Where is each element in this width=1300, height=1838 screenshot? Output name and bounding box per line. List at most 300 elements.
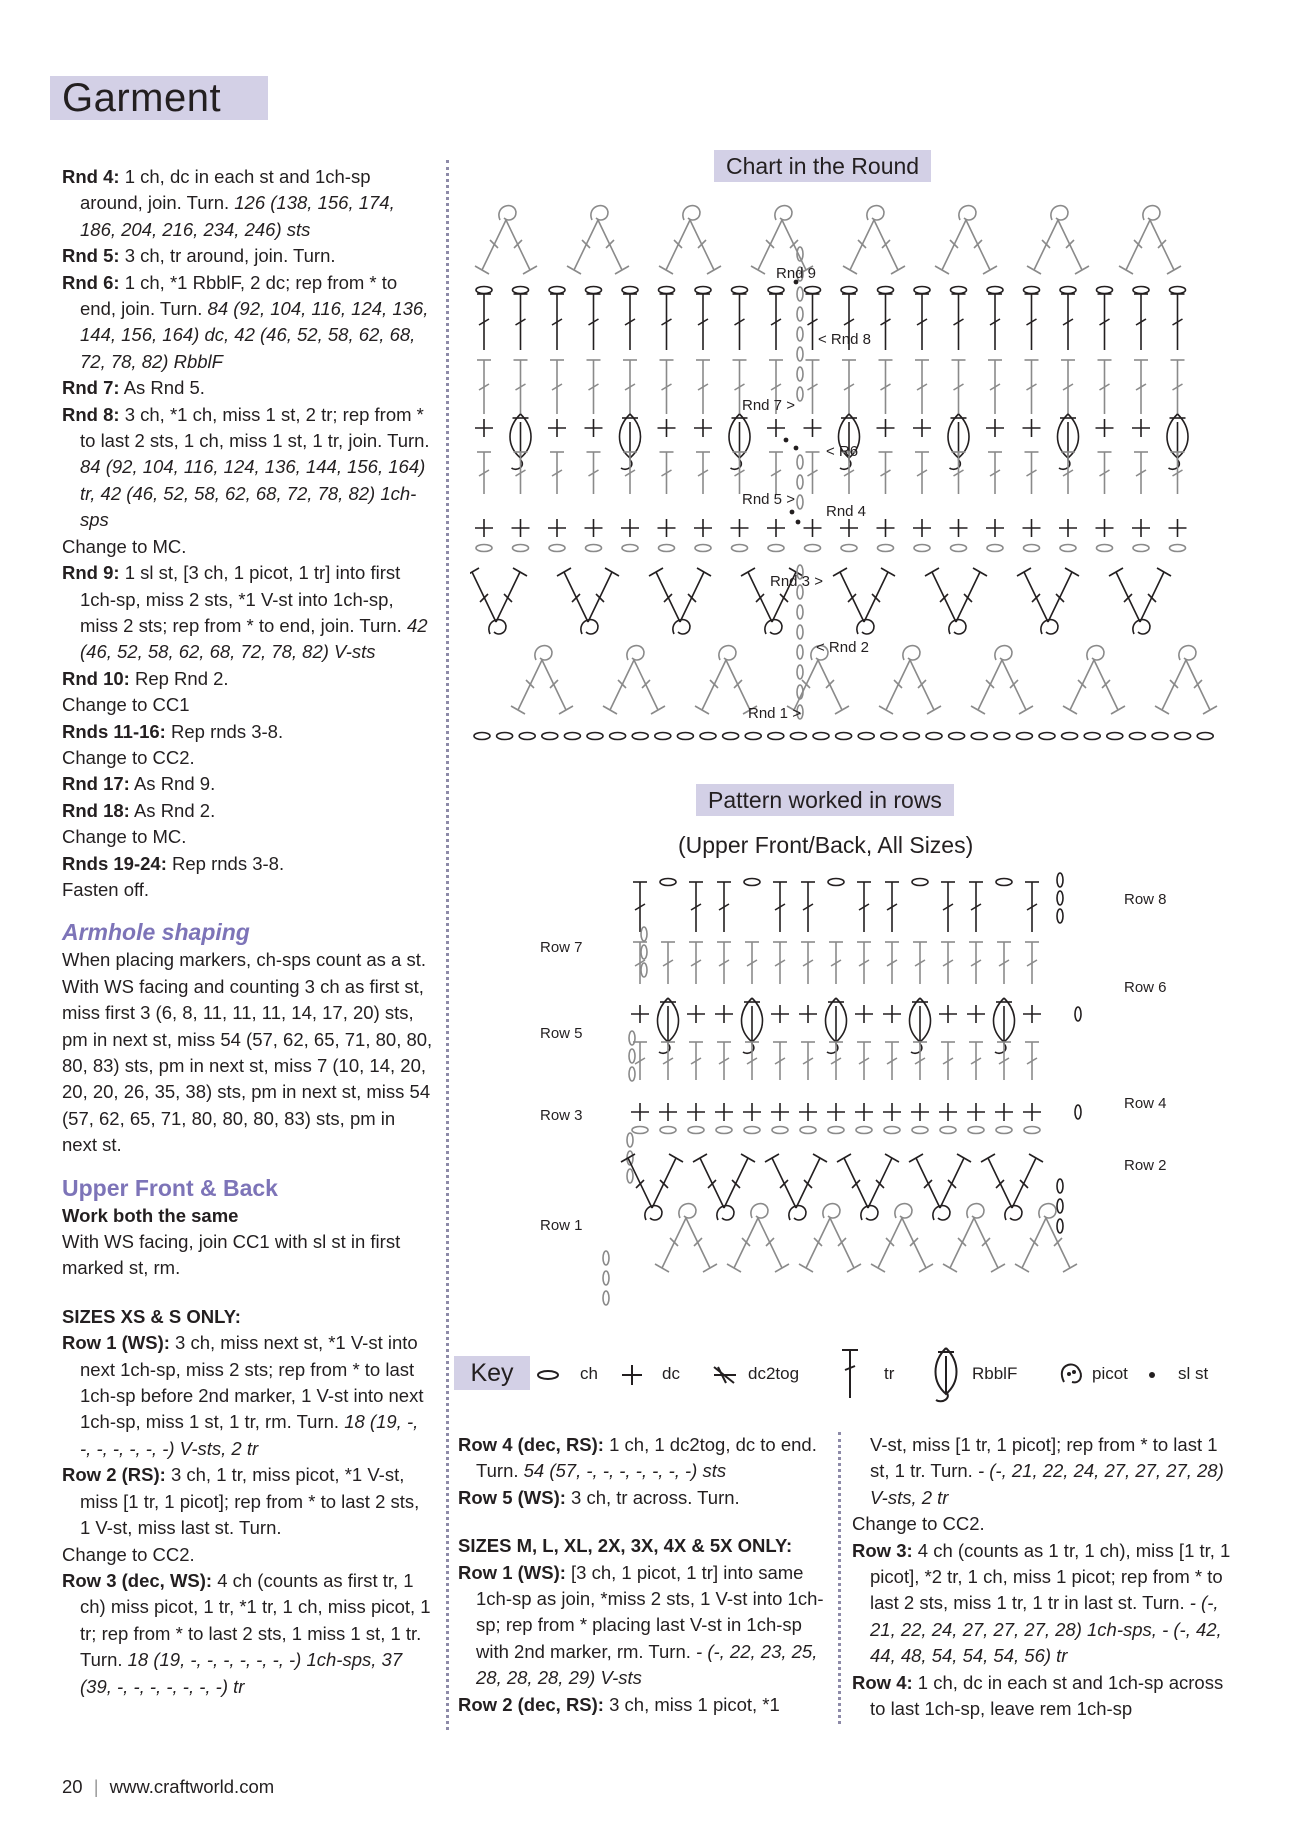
tr-stitch — [915, 452, 929, 494]
right-cont-count: - (-, 21, 22, 24, 27, 27, 27, 28) V-sts, 2 tr — [870, 1460, 1224, 1508]
row3-para — [62, 1568, 434, 1700]
rnds11-text: Rep rnds 3-8. — [171, 720, 284, 742]
dc-stitch — [743, 1103, 761, 1121]
chain-stitch — [659, 545, 675, 552]
v-stitch — [649, 568, 711, 634]
round-chart — [470, 192, 1230, 752]
with-ws-text: With WS facing, join CC1 with sl st in first marked st, rm. — [62, 1231, 401, 1279]
right-row4-label: Row 4: — [852, 1671, 913, 1693]
dc2tog-symbol-icon — [714, 1367, 736, 1383]
tr-stitch — [879, 452, 893, 494]
chain-stitch — [1129, 733, 1145, 740]
tr-stitch — [806, 360, 820, 414]
chain-stitch — [476, 545, 492, 552]
dc-stitch — [1132, 419, 1150, 437]
dc-stitch — [911, 1103, 929, 1121]
chain-stitch — [805, 287, 821, 294]
v-stitch — [833, 568, 895, 634]
round-label: < Rnd 8 — [818, 331, 871, 348]
tr-stitch — [773, 1042, 787, 1080]
chain-stitch — [768, 287, 784, 294]
tr-stitch — [801, 942, 815, 984]
tr-stitch — [997, 1042, 1011, 1080]
chain-stitch — [797, 605, 803, 619]
tr-stitch — [550, 360, 564, 414]
chain-stitch — [813, 733, 829, 740]
dc-stitch — [967, 1005, 985, 1023]
tr-stitch — [969, 1042, 983, 1080]
tr-stitch — [696, 360, 710, 414]
key-dc2tog: dc2tog — [748, 1364, 800, 1383]
dc-stitch — [913, 419, 931, 437]
round-label: < Rnd 2 — [816, 639, 869, 656]
chain-stitch — [1060, 545, 1076, 552]
dc-stitch — [1023, 419, 1041, 437]
v-stitch — [943, 1204, 1005, 1272]
tr-stitch — [829, 942, 843, 984]
rnd4-para — [62, 164, 434, 243]
tr-stitch — [587, 360, 601, 414]
chain-stitch — [800, 1127, 816, 1134]
tr-stitch — [514, 452, 528, 494]
v-stitch — [1119, 206, 1181, 274]
v-stitch — [971, 646, 1033, 714]
v-stitch — [981, 1154, 1043, 1220]
tr-stitch — [661, 1042, 675, 1080]
tr-stitch — [633, 882, 647, 932]
sl-st-dot — [790, 510, 795, 515]
rnd6-text: 1 ch, *1 RbblF, 2 dc; rep from * to end, join. Turn. — [80, 271, 398, 320]
tr-stitch — [913, 942, 927, 984]
dc-stitch — [877, 519, 895, 537]
page-title: Garment — [50, 76, 268, 120]
dc-stitch — [986, 419, 1004, 437]
chain-stitch — [858, 733, 874, 740]
tr-stitch — [1134, 360, 1148, 414]
chain-stitch — [797, 645, 803, 659]
rnd17-text: As Rnd 9. — [133, 773, 216, 795]
row-label: Row 4 — [1124, 1095, 1167, 1112]
rnds19-text: Rep rnds 3-8. — [172, 852, 285, 874]
chain-stitch — [1133, 545, 1149, 552]
tr-stitch — [689, 1042, 703, 1080]
tr-stitch — [587, 294, 601, 350]
chain-stitch — [1075, 1007, 1081, 1021]
row1-text: 3 ch, miss next st, *1 V-st into next 1ch-sp, miss 2 sts; rep from * to last 1ch-sp before 2nd marker, 1 V-st into next 1ch-sp, miss 1 st, 1 tr, rm. Turn. — [80, 1332, 424, 1433]
right-row4-text: 1 ch, dc in each st and 1ch-sp across to last 1ch-sp, leave rem 1ch-sp — [870, 1671, 1224, 1720]
chain-stitch — [878, 287, 894, 294]
tr-stitch — [969, 942, 983, 984]
chain-stitch — [926, 733, 942, 740]
chain-stitch — [641, 945, 647, 959]
dc-stitch — [548, 419, 566, 437]
tr-stitch — [1025, 294, 1039, 350]
dc-stitch — [687, 1103, 705, 1121]
tr-stitch — [689, 942, 703, 984]
rnd9-para — [62, 560, 434, 666]
mid-row1-label: Row 1 (WS): — [458, 1561, 566, 1583]
tr-stitch — [1025, 942, 1039, 984]
row3-text: 4 ch (counts as first tr, 1 ch) miss picot, 1 tr, *1 tr, 1 ch, miss picot, 1 tr; rep from * to last 2 sts, 1 miss 1 st, 1 tr. Turn. — [80, 1569, 431, 1671]
armhole-heading: Armhole shaping — [62, 919, 250, 946]
chain-stitch — [700, 733, 716, 740]
right-change-cc2: Change to CC2. — [852, 1513, 985, 1535]
chain-stitch — [768, 733, 784, 740]
sizes-m-heading: SIZES M, L, XL, 2X, 3X, 4X & 5X ONLY: — [458, 1535, 793, 1557]
chain-stitch — [586, 545, 602, 552]
key-slst: sl st — [1178, 1364, 1209, 1383]
dc-stitch — [715, 1005, 733, 1023]
tr-stitch — [1134, 452, 1148, 494]
mid-row2-label: Row 2 (dec, RS): — [458, 1693, 604, 1715]
v-stitch — [843, 206, 905, 274]
v-stitch — [1027, 206, 1089, 274]
chain-stitch — [603, 1291, 609, 1305]
chain-stitch — [1024, 1127, 1040, 1134]
upper-heading: Upper Front & Back — [62, 1174, 278, 1201]
chain-stitch — [610, 733, 626, 740]
tr-stitch — [696, 452, 710, 494]
dc-stitch — [631, 1103, 649, 1121]
rnd17-para — [62, 771, 434, 797]
tr-stitch — [1098, 294, 1112, 350]
chain-stitch — [632, 1127, 648, 1134]
work-both: Work both the same — [62, 1204, 239, 1226]
chain-stitch — [745, 733, 761, 740]
chain-stitch — [660, 879, 676, 886]
v-stitch — [470, 568, 527, 634]
chain-stitch — [627, 1169, 633, 1183]
dc-stitch — [731, 519, 749, 537]
chain-stitch — [1170, 545, 1186, 552]
tr-stitch — [857, 882, 871, 932]
chain-stitch — [1097, 287, 1113, 294]
chain-stitch — [790, 733, 806, 740]
chain-stitch — [797, 287, 803, 301]
tr-stitch — [1025, 1042, 1039, 1080]
chain-stitch — [549, 287, 565, 294]
chain-stitch — [513, 287, 529, 294]
row2-text: 3 ch, 1 tr, miss picot, *1 V-st, miss [1 tr, 1 picot]; rep from * to last 2 sts, 1 V-st, miss last st. Turn. — [80, 1464, 420, 1539]
tr-stitch — [733, 294, 747, 350]
tr-stitch — [1134, 294, 1148, 350]
mid-row4-count: 54 (57, -, -, -, -, -, -, -) sts — [523, 1460, 727, 1482]
footer-url[interactable]: www.craftworld.com — [109, 1776, 275, 1797]
tr-stitch — [952, 294, 966, 350]
chain-stitch — [1039, 733, 1055, 740]
dc-stitch — [1096, 519, 1114, 537]
chain-stitch — [476, 287, 492, 294]
chain-stitch — [797, 327, 803, 341]
tr-stitch — [885, 882, 899, 932]
tr-stitch — [1061, 452, 1075, 494]
v-stitch — [935, 206, 997, 274]
dc-stitch — [1023, 1103, 1041, 1121]
dc-stitch — [771, 1103, 789, 1121]
chain-stitch — [1175, 733, 1191, 740]
dc-stitch — [512, 519, 530, 537]
round-label: Rnd 7 > — [742, 397, 795, 414]
rnd8-count: 84 (92, 104, 116, 124, 136, 144, 156, 164) tr, 42 (46, 52, 58, 62, 68, 72, 78, 82) 1ch-sps — [80, 456, 426, 531]
chain-stitch — [629, 1031, 635, 1045]
tr-stitch — [477, 294, 491, 350]
key-dc: dc — [662, 1364, 680, 1383]
chain-stitch — [968, 1127, 984, 1134]
right-row3-count: - (-, 21, 22, 24, 27, 27, 27, 28) 1ch-sps, - (-, 42, 44, 48, 54, 54, 54, 56) tr — [870, 1592, 1222, 1667]
chain-stitch — [641, 963, 647, 977]
mid-row4-para — [458, 1432, 830, 1485]
v-stitch — [659, 206, 721, 274]
tr-stitch — [885, 1042, 899, 1080]
rnd9-text: 1 sl st, [3 ch, 1 picot, 1 tr] into first 1ch-sp, miss 2 sts, *1 V-st into 1ch-sp, miss 2 sts; rep from * to end, join. Turn. — [80, 562, 402, 636]
tr-stitch — [879, 294, 893, 350]
tr-stitch — [842, 360, 856, 414]
tr-stitch — [1025, 882, 1039, 932]
rnd8-para — [62, 402, 434, 534]
rnd7-para — [62, 375, 434, 401]
row2-para — [62, 1462, 434, 1541]
rnd8-text: 3 ch, *1 ch, miss 1 st, 2 tr; rep from * to last 2 sts, 1 ch, miss 1 st, 1 tr, join. Turn. — [80, 403, 430, 452]
key-tr: tr — [884, 1364, 895, 1383]
round-label: Rnd 4 — [826, 503, 867, 520]
v-stitch — [655, 1204, 717, 1272]
chain-stitch — [1057, 1219, 1063, 1233]
chain-stitch — [912, 879, 928, 886]
v-stitch — [695, 646, 757, 714]
sl-st-dot — [784, 438, 789, 443]
tr-stitch — [1171, 294, 1185, 350]
tr-stitch — [941, 1042, 955, 1080]
dc-stitch — [658, 519, 676, 537]
chain-stitch — [856, 1127, 872, 1134]
rnd7-label: Rnd 7: — [62, 377, 120, 399]
tr-stitch — [745, 1042, 759, 1080]
tr-stitch — [773, 882, 787, 932]
chain-stitch — [914, 545, 930, 552]
rnd4-label: Rnd 4: — [62, 166, 120, 187]
row-label: Row 7 — [540, 939, 583, 956]
tr-stitch — [660, 360, 674, 414]
dc-stitch — [694, 519, 712, 537]
tr-stitch — [885, 942, 899, 984]
chain-stitch — [797, 475, 803, 489]
chain-stitch — [1057, 873, 1063, 887]
page-number: 20 — [62, 1776, 83, 1797]
footer: 20 | www.craftworld.com — [62, 1776, 275, 1797]
dc-stitch — [548, 519, 566, 537]
sizes-xs-heading: SIZES XS & S ONLY: — [62, 1305, 241, 1327]
row1-para — [62, 1330, 434, 1462]
rnd18-para — [62, 798, 434, 824]
key-ch: ch — [580, 1364, 598, 1383]
v-stitch — [751, 206, 813, 274]
dc-stitch — [1096, 419, 1114, 437]
chain-stitch — [688, 1127, 704, 1134]
tr-stitch — [773, 942, 787, 984]
chain-stitch — [695, 545, 711, 552]
chain-stitch — [1170, 287, 1186, 294]
rnd10-para — [62, 666, 434, 692]
change-cc2-b: Change to CC2. — [62, 1543, 195, 1565]
chain-stitch — [797, 625, 803, 639]
v-stitch — [557, 568, 619, 634]
dc-stitch — [827, 1103, 845, 1121]
round-label: Rnd 3 > — [770, 573, 823, 590]
tr-stitch — [660, 294, 674, 350]
chain-stitch — [951, 545, 967, 552]
chain-stitch — [940, 1127, 956, 1134]
v-stitch — [727, 1204, 789, 1272]
rnd4-count: 126 (138, 156, 174, 186, 204, 216, 234, 246) sts — [80, 192, 395, 240]
column-divider — [446, 160, 449, 1730]
chain-stitch — [519, 733, 535, 740]
v-stitch — [693, 1154, 755, 1220]
tr-stitch — [769, 452, 783, 494]
tr-stitch — [988, 360, 1002, 414]
chain-stitch — [603, 1271, 609, 1285]
round-label: < R6 — [826, 443, 859, 460]
mid-row1-para — [458, 1560, 830, 1692]
mid-row4-text: 1 ch, 1 dc2tog, dc to end. Turn. — [476, 1434, 817, 1482]
mid-row5-label: Row 5 (WS): — [458, 1486, 566, 1508]
dc-stitch — [986, 519, 1004, 537]
right-cont-text: V-st, miss [1 tr, 1 picot]; rep from * to last 1 st, 1 tr. Turn. — [870, 1434, 1218, 1482]
chain-stitch — [797, 495, 803, 509]
chain-stitch — [1097, 545, 1113, 552]
chain-stitch — [1060, 287, 1076, 294]
middle-column — [458, 1432, 830, 1718]
dc-stitch — [799, 1005, 817, 1023]
v-stitch — [925, 568, 987, 634]
key-title: Key — [454, 1356, 530, 1390]
dc-stitch — [995, 1103, 1013, 1121]
round-label: Rnd 5 > — [742, 491, 795, 508]
tr-stitch — [623, 294, 637, 350]
chain-stitch — [732, 545, 748, 552]
chain-stitch — [878, 545, 894, 552]
tr-stitch — [879, 360, 893, 414]
chain-stitch — [1057, 1199, 1063, 1213]
chain-stitch — [716, 1127, 732, 1134]
tr-stitch — [801, 1042, 815, 1080]
v-stitch — [1063, 646, 1125, 714]
mid-row5-para — [458, 1485, 830, 1511]
chain-stitch — [497, 733, 513, 740]
dc-stitch — [475, 419, 493, 437]
column-divider-2 — [838, 1432, 841, 1724]
tr-stitch — [1061, 360, 1075, 414]
tr-stitch — [952, 360, 966, 414]
v-stitch — [1015, 1204, 1077, 1272]
chain-stitch — [1057, 891, 1063, 905]
chain-stitch — [627, 1133, 633, 1147]
tr-stitch — [696, 294, 710, 350]
dc-stitch — [1132, 519, 1150, 537]
tr-stitch — [514, 360, 528, 414]
dc-stitch — [883, 1005, 901, 1023]
mid-row2-text: 3 ch, miss 1 picot, *1 — [609, 1693, 780, 1715]
chain-stitch — [632, 733, 648, 740]
tr-stitch — [623, 360, 637, 414]
chain-stitch — [586, 287, 602, 294]
dc-stitch — [1023, 1005, 1041, 1023]
chain-stitch — [841, 287, 857, 294]
chain-stitch — [732, 287, 748, 294]
tr-stitch — [745, 942, 759, 984]
row2-label: Row 2 (RS): — [62, 1464, 166, 1486]
dc-stitch — [694, 419, 712, 437]
tr-stitch — [988, 294, 1002, 350]
tr-stitch — [915, 294, 929, 350]
chain-stitch — [1133, 287, 1149, 294]
tr-stitch — [913, 1042, 927, 1080]
row-label: Row 3 — [540, 1107, 583, 1124]
chain-stitch — [768, 545, 784, 552]
tr-stitch — [550, 294, 564, 350]
round-label: Rnd 1 > — [748, 705, 801, 722]
right-row3-para — [852, 1538, 1232, 1670]
tr-stitch — [477, 452, 491, 494]
chain-stitch — [797, 665, 803, 679]
chain-stitch — [1016, 733, 1032, 740]
chain-stitch — [797, 307, 803, 321]
rnd10-text: Rep Rnd 2. — [134, 667, 229, 689]
right-row3-text: 4 ch (counts as 1 tr, 1 ch), miss [1 tr, 1 picot], *2 tr, 1 ch, miss 1 picot; rep from * to last 2 sts, miss 1 tr, 1 tr in last st. Turn. — [870, 1539, 1231, 1614]
row-label: Row 2 — [1124, 1157, 1167, 1174]
chain-stitch — [677, 733, 693, 740]
tr-stitch — [1098, 360, 1112, 414]
chain-stitch — [987, 287, 1003, 294]
dc-stitch — [855, 1103, 873, 1121]
dc-stitch — [585, 419, 603, 437]
chain-stitch — [914, 287, 930, 294]
chain-stitch — [564, 733, 580, 740]
tr-stitch — [857, 942, 871, 984]
fasten-off: Fasten off. — [62, 878, 150, 900]
chain-stitch — [622, 545, 638, 552]
mid-row2-para — [458, 1692, 830, 1718]
dc-symbol-icon — [622, 1365, 642, 1385]
rnd9-label: Rnd 9: — [62, 562, 120, 584]
dc-stitch — [621, 519, 639, 537]
chain-stitch — [603, 1251, 609, 1265]
chain-stitch — [695, 287, 711, 294]
chain-stitch — [659, 287, 675, 294]
tr-stitch — [1171, 452, 1185, 494]
chain-stitch — [1057, 909, 1063, 923]
tr-stitch — [1061, 294, 1075, 350]
left-column — [62, 164, 434, 1700]
dc-stitch — [475, 519, 493, 537]
chain-stitch — [660, 1127, 676, 1134]
chain-stitch — [884, 1127, 900, 1134]
v-stitch — [837, 1154, 899, 1220]
dc-stitch — [658, 419, 676, 437]
dc-stitch — [767, 519, 785, 537]
chain-stitch — [797, 455, 803, 469]
v-stitch — [621, 1154, 683, 1220]
chain-stitch — [513, 545, 529, 552]
dc-stitch — [855, 1005, 873, 1023]
v-stitch — [765, 1154, 827, 1220]
round-label: Rnd 9 — [776, 265, 817, 282]
chain-stitch — [881, 733, 897, 740]
chain-stitch — [912, 1127, 928, 1134]
tr-stitch — [969, 882, 983, 932]
v-stitch — [1017, 568, 1079, 634]
tr-stitch — [477, 360, 491, 414]
dc-stitch — [950, 519, 968, 537]
